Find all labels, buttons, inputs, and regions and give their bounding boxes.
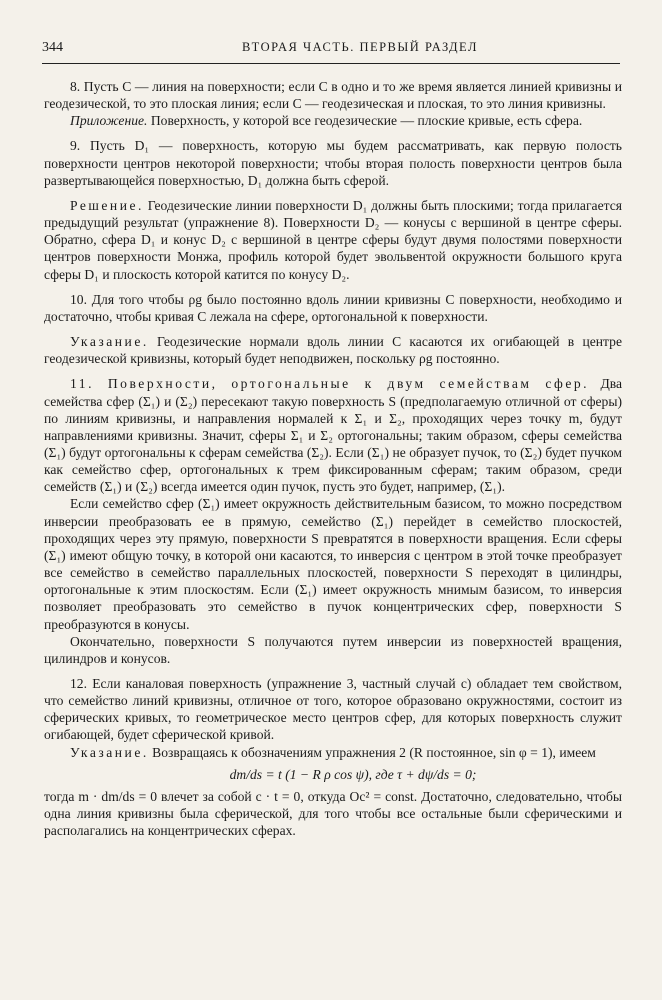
appendix-note: Приложение. Поверхность, у которой все геодезические — плоские кривые, есть сфера. (70, 113, 583, 129)
header-rule (42, 63, 620, 64)
exercise-11: 11. Поверхности, ортогональные к двум семействам сфер. Два семейства сфер (Σ₁) и (Σ₂) пересекают такую поверхность S (предполагаемую отличной от сферы) по линиям кривизны, и направления нормалей к Σ₁ и Σ₂, проходящих через точку m, будут направлениями кривизны. Значит, сферы Σ₁ и Σ₂ ортогональны; таким образом, сферы семейства (Σ₁) будут ортогональны к сферам семейства (Σ₂). Если (Σ₁) не образует пучок, то (Σ₂) будет пучком как семейство сфер, ортогональных к трем фиксированным сферам; таким образом, среди семейств (Σ₁) и (Σ₂) всегда имеется один пучок, пусть это будет, например, (Σ₁). (44, 376, 622, 495)
hint-10: Указание. Геодезические нормали вдоль линии C касаются их огибающей в центре геодезической кривизны, который будет неподвижен, поскольку ρg постоянно. (44, 334, 622, 367)
running-header (42, 40, 620, 62)
formula-line: dm/ds = t (1 − R ρ cos ψ), где τ + dψ/ds = 0; (229, 766, 477, 782)
hint-12: Указание. Возвращаясь к обозначениям упражнения 2 (R постоянное, sin φ = 1), имеем (70, 744, 596, 760)
exercise-8: 8. Пусть C — линия на поверхности; если C в одно и то же время является линией кривизны и геодезической, то это плоская линия; если C — геодезическая и плоская, то это линия кривизны. (44, 79, 622, 112)
page-number: 344 (42, 40, 63, 55)
exercise-12: 12. Если каналовая поверхность (упражнение 3, частный случай c) обладает тем свойством, что семейство линий кривизны, отличное от того, которое образовано окружностями, состоит из сферических кривых, то геометрическое место центров сфер, для которых поверхность служит огибающей, будет сферической кривой. (44, 676, 622, 743)
running-title: ВТОРАЯ ЧАСТЬ. ПЕРВЫЙ РАЗДЕЛ (242, 40, 478, 54)
exercise-11-conclusion: Окончательно, поверхности S получаются путем инверсии из поверхностей вращения, цилиндров и конусов. (44, 633, 622, 666)
final-paragraph: тогда m · dm/ds = 0 влечет за собой c · t = 0, откуда Oc² = const. Достаточно, следовательно, чтобы одна линия кривизны была сферической, для того чтобы все остальные были сферическими и располагались на концентрических сферах. (44, 788, 622, 839)
exercise-9: 9. Пусть D₁ — поверхность, которую мы будем рассматривать, как первую полость поверхности центров некоторой поверхности; чтобы вторая полость поверхности центров была развертывающейся поверхностью, D₁ должна быть сферой. (44, 138, 622, 188)
page-body (44, 78, 622, 839)
exercise-11-cont: Если семейство сфер (Σ₁) имеет окружность действительным базисом, то можно посредством инверсии преобразовать ее в прямую, семейство (Σ₁) перейдет в семейство плоскостей, проходящих через эту прямую, поверхности S превратятся в поверхности вращения. Если сферы (Σ₁) имеют общую точку, в которой они касаются, то инверсия с центром в этой точке преобразует все семейство в семейство параллельных плоскостей, поверхности S переходят в цилиндры, ортогональные к этим плоскостям. Если (Σ₁) имеет окружность мнимым базисом, то инверсия позволяет преобразовать это семейство в пучок концентрических сфер, поверхности S преобразуются в конусы. (44, 496, 622, 632)
exercise-10: 10. Для того чтобы ρg было постоянно вдоль линии кривизны C поверхности, необходимо и достаточно, чтобы кривая C лежала на сфере, ортогональной к поверхности. (44, 291, 622, 324)
solution-9: Решение. Геодезические линии поверхности D₁ должны быть плоскими; тогда прилагается предыдущий результат (упражнение 8). Поверхности D₂ — конусы с вершиной в центре сферы. Обратно, сфера D₁ и конус D₂ с вершиной в центре сферы будут двумя полостями поверхности центров поверхности Монжа, профиль которой будет эвольвентой окружности большого круга сферы D₁ и плоскость которой катится по конусу D₂. (44, 197, 622, 282)
